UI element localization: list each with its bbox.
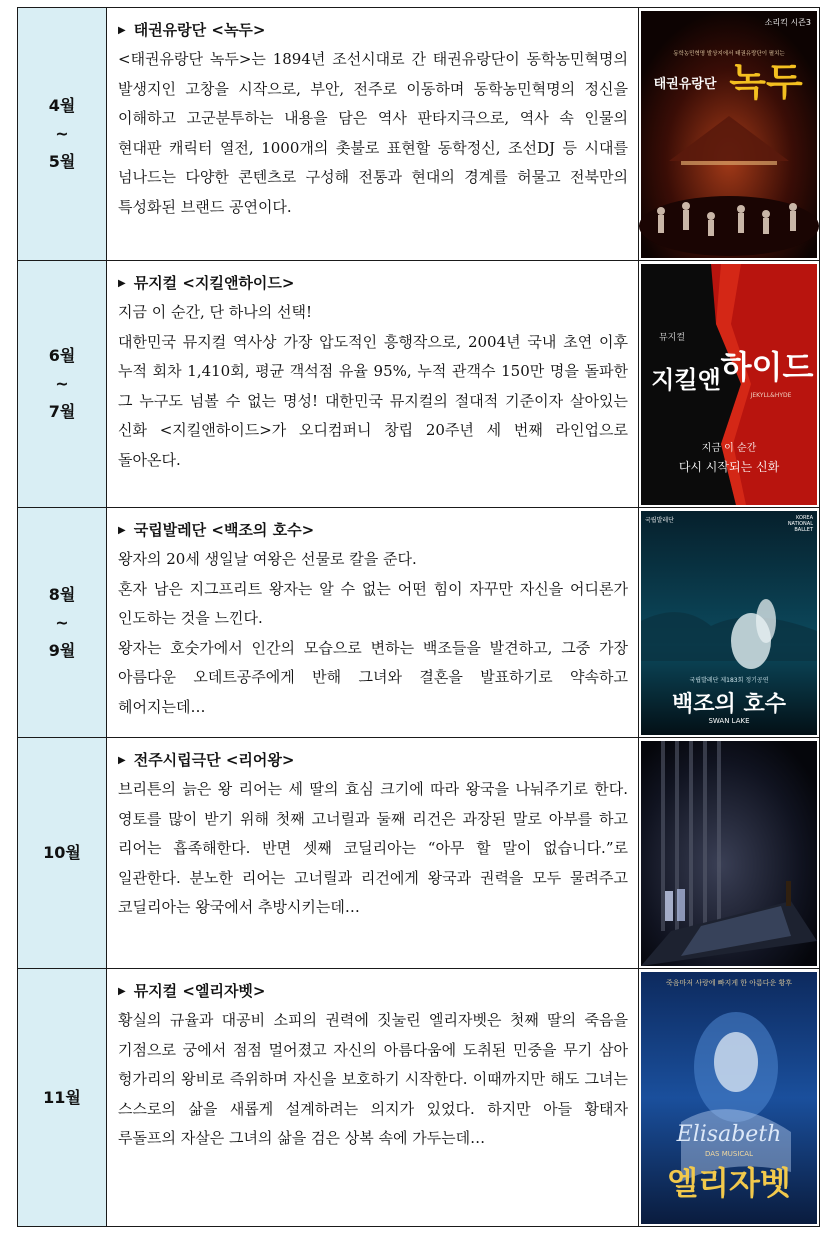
bullet-icon: ▶: [118, 986, 126, 997]
poster-nokdu: [641, 11, 817, 258]
description-text: 황실의 규율과 대공비 소피의 권력에 짓눌린 엘리자벳은 첫째 딸의 죽음을 기점으로 궁에서 점점 멀어졌고 자신의 아름다움에 도취된 민중을 무기 삼아 헝가리의 왕비로 즉위하며 자신을 보호하기 시작한다. 이때까지만 해도 그녀는 스스로의 삶을 새롭게 설계하려는 의지가 있었다. 하지만 아들 황태자 루돌프의 자살은 그녀의 삶을 검은 상복 속에 가두는데…: [118, 1011, 628, 1147]
performance-title: [118, 269, 628, 298]
poster-top-text: 죽음마저 사랑에 빠지게 한 아름다운 황후: [665, 978, 793, 987]
month-cell: [18, 8, 107, 261]
month-label: 10월: [43, 843, 81, 862]
poster-logo-left: 지킬앤: [651, 365, 721, 394]
schedule-row: [18, 8, 820, 261]
poster-top-right: KOREA NATIONAL BALLET: [787, 514, 813, 533]
poster-king-lear: [641, 741, 817, 966]
schedule-row: [18, 261, 820, 508]
schedule-row: [18, 738, 820, 969]
poster-small-text: 국립발레단 제183회 정기공연: [689, 676, 769, 684]
poster-sub-text: DAS MUSICAL: [705, 1149, 753, 1158]
month-separator: ~: [55, 612, 69, 632]
performance-title: [118, 977, 628, 1006]
description-cell: [107, 969, 639, 1227]
poster-small-text: 동학농민혁명 발상지에서 태권유랑단이 펼치는: [673, 50, 785, 57]
description-text: 혼자 남은 지그프리트 왕자는 알 수 없는 어떤 힘이 자꾸만 자신을 어디론가 인도하는 것을 느낀다.: [118, 579, 628, 627]
poster-sub-text: SWAN LAKE: [708, 716, 750, 725]
poster-king-lear-art: [641, 741, 817, 966]
poster-logo-right: 녹두: [729, 58, 803, 104]
month-end: 7월: [48, 402, 76, 421]
month-separator: ~: [55, 374, 69, 393]
performance-title: [118, 516, 628, 545]
month-start: 4월: [48, 96, 76, 115]
poster-tagline-1: 지금 이 순간: [701, 442, 757, 454]
description-cell: [107, 738, 639, 969]
poster-elisabeth: [641, 972, 817, 1224]
bullet-icon: ▶: [118, 25, 126, 36]
performance-schedule-table: [17, 7, 820, 1227]
bullet-icon: ▶: [118, 525, 126, 536]
poster-sub-text: JEKYLL&HYDE: [750, 391, 792, 399]
poster-cell: [639, 8, 820, 261]
month-cell: [18, 969, 107, 1227]
bullet-icon: ▶: [118, 278, 126, 289]
performance-title: [118, 746, 628, 775]
poster-cell: [639, 738, 820, 969]
poster-cell: [639, 508, 820, 738]
performance-title-text: 국립발레단 <백조의 호수>: [133, 521, 315, 539]
description-text: 왕자의 20세 생일날 여왕은 선물로 칼을 준다.: [118, 550, 417, 568]
description-text: 브리튼의 늙은 왕 리어는 세 딸의 효심 크기에 따라 왕국을 나눠주기로 한다. 영토를 많이 받기 위해 첫째 고너릴과 둘째 리건은 과장된 말로 아부를 하고 리어는 흡족해한다. 반면 셋째 코딜리아는 “아무 할 말이 없습니다.”로 일관한다. 분노한 리어는 고너릴과 리건에게 왕국과 권력을 모두 물려주고 코딜리아는 왕국에서 추방시키는데…: [118, 780, 628, 916]
poster-logo: 엘리자벳: [667, 1163, 791, 1202]
poster-script-text: Elisabeth: [676, 1121, 782, 1147]
month-separator: ~: [55, 124, 69, 143]
performance-title-text: 뮤지컬 <지킬앤하이드>: [133, 274, 295, 292]
description-text: 왕자는 호숫가에서 인간의 모습으로 변하는 백조들을 발견하고, 그중 가장 아름다운 오데트공주에게 반해 그녀와 결혼을 발표하기로 약속하고 헤어지는데…: [118, 638, 628, 716]
poster-top-right: 소리킥 시즌3: [764, 17, 811, 27]
month-cell: [18, 261, 107, 508]
description-cell: [107, 508, 639, 738]
performance-title-text: 태권유랑단 <녹두>: [133, 21, 266, 39]
schedule-row: [18, 969, 820, 1227]
month-end: 5월: [48, 152, 76, 171]
month-label: 11월: [43, 1087, 81, 1107]
poster-small-text: 뮤지컬: [658, 332, 686, 343]
month-start: 8월: [48, 584, 76, 604]
month-start: 6월: [48, 346, 76, 365]
poster-swan-lake: [641, 511, 817, 735]
performance-title-text: 전주시립극단 <리어왕>: [133, 751, 295, 769]
poster-logo: 백조의 호수: [672, 691, 786, 717]
poster-jekyll: [641, 264, 817, 505]
poster-tagline-2: 다시 시작되는 신화: [678, 459, 780, 474]
poster-logo-right: 하이드: [720, 347, 814, 386]
poster-logo-left: 태권유랑단: [653, 76, 717, 92]
poster-cell: [639, 969, 820, 1227]
performance-title-text: 뮤지컬 <엘리자벳>: [133, 982, 266, 1000]
month-cell: [18, 508, 107, 738]
schedule-row: [18, 508, 820, 738]
poster-top-left: 국립발레단: [645, 516, 674, 524]
month-cell: [18, 738, 107, 969]
description-cell: [107, 261, 639, 508]
performance-title: [118, 16, 628, 45]
description-text: <태권유랑단 녹두>는 1894년 조선시대로 간 태권유랑단이 동학농민혁명의 발생지인 고창을 시작으로, 부안, 전주로 이동하며 동학농민혁명의 정신을 이해하고 고군분투하는 내용을 담은 역사 판타지극으로, 역사 속 인물의 현대판 캐릭터 열전, 1000개의 촛불로 표현할 동학정신, 조선DJ 등 시대를 넘나드는 다양한 콘텐츠로 구성해 전통과 현대의 경계를 허물고 전북만의 특성화된 브랜드 공연이다.: [118, 50, 628, 216]
month-end: 9월: [48, 640, 76, 660]
description-text: 대한민국 뮤지컬 역사상 가장 압도적인 흥행작으로, 2004년 국내 초연 이후 누적 회차 1,410회, 평균 객석점 유율 95%, 누적 관객수 150만 명을 돌파한 그 누구도 넘볼 수 없는 명성! 대한민국 뮤지컬의 절대적 기준이자 살아있는 신화 <지킬앤하이드>가 오디컴퍼니 창립 20주년 세 번째 라인업으로 돌아온다.: [118, 332, 628, 469]
description-text: 지금 이 순간, 단 하나의 선택!: [118, 303, 313, 321]
description-cell: [107, 8, 639, 261]
bullet-icon: ▶: [118, 755, 126, 766]
poster-cell: [639, 261, 820, 508]
